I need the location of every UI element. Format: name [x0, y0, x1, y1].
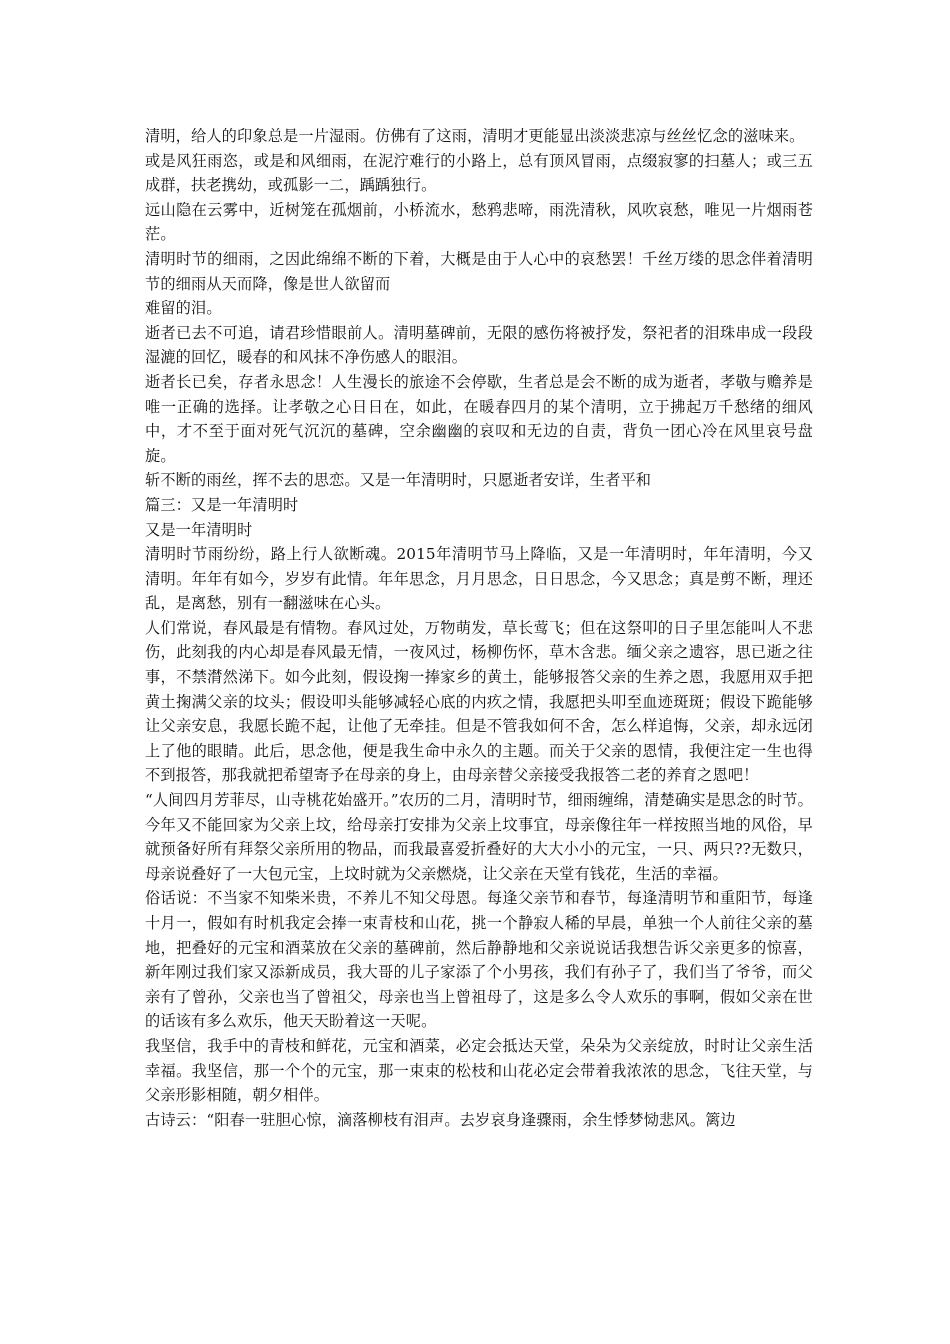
document-body — [145, 124, 813, 1132]
section-heading: 篇三：又是一年清明时 — [145, 495, 299, 514]
paragraph-1: 清明，给人的印象总是一片湿雨。仿佛有了这雨，清明才更能显出淡淡悲凉与丝丝忆念的滋味来。 — [145, 127, 805, 145]
paragraph-3: 远山隐在云雾中，近树笼在孤烟前，小桥流水，愁鸦悲啼，雨洗清秋，风吹哀愁，唯见一片烟雨苍茫。 — [145, 200, 813, 244]
paragraph-8: 斩不断的雨丝，挥不去的思恋。又是一年清明时，只愿逝者安详，生者平和 — [145, 471, 652, 490]
paragraph-16: 古诗云：“阳春一驻胆心惊，滴落柳枝有泪声。去岁哀身逢骤雨，余生悸梦恸悲风。篱边 — [145, 1110, 736, 1129]
paragraph-2: 或是风狂雨恣，或是和风细雨，在泥泞难行的小路上，总有顶风冒雨，点缀寂寥的扫墓人；或三五成群，扶老携幼，或孤影一二，踽踽独行。 — [145, 151, 813, 195]
paragraph-5: 难留的泪。 — [145, 299, 222, 318]
paragraph-6: 逝者已去不可追，请君珍惜眼前人。清明墓碑前，无限的感伤将被抒发，祭祀者的泪珠串成一段段湿漉的回忆，暖春的和风抹不净伤感人的眼泪。 — [145, 323, 813, 367]
paragraph-13: “人间四月芳菲尽，山寺桃花始盛开。”农历的二月，清明时节，细雨缠绵，清楚确实是思念的时节。今年又不能回家为父亲上坟，给母亲打安排为父亲上坟事宜，母亲像往年一样按照当地的风俗，早就预备好所有拜祭父亲所用的物品，而我最喜爱折叠好的大大小小的元宝，一只、两只??无数只，母亲说叠好了一大包元宝，上坟时就为父亲燃烧，让父亲在天堂有钱花，生活的幸福。 — [145, 791, 813, 883]
article-title: 又是一年清明时 — [145, 520, 253, 539]
paragraph-12: 人们常说，春风最是有情物。春风过处，万物萌发，草长莺飞；但在这祭叩的日子里怎能叫人不悲伤，此刻我的内心却是春风最无情，一夜风过，杨柳伤怀，草木含悲。缅父亲之遗容，思已逝之往事，不禁潸然涕下。如今此刻，假设掬一捧家乡的黄土，能够报答父亲的生养之恩，我愿用双手把黄土掬满父亲的坟头；假设叩头能够减轻心底的内疚之情，我愿把头叩至血迹斑斑；假设下跪能够让父亲安息，我愿长跪不起，让他了无牵挂。但是不管我如何不舍，怎么样追悔，父亲，却永远闭上了他的眼睛。此后，思念他，便是我生命中永久的主题。而关于父亲的恩情，我便注定一生也得不到报答，那我就把希望寄予在母亲的身上，由母亲替父亲接受我报答二老的养育之恩吧！ — [145, 618, 813, 785]
paragraph-14: 俗话说：不当家不知柴米贵，不养儿不知父母恩。每逢父亲节和春节，每逢清明节和重阳节，每逢十月一，假如有时机我定会捧一束青枝和山花，挑一个静寂人稀的早晨，单独一个人前往父亲的墓地，把叠好的元宝和酒菜放在父亲的墓碑前，然后静静地和父亲说说话我想告诉父亲更多的惊喜，新年刚过我们家又添新成员，我大哥的儿子家添了个小男孩，我们有孙子了，我们当了爷爷，而父亲有了曾孙，父亲也当了曾祖父，母亲也当上曾祖母了，这是多么令人欢乐的事啊，假如父亲在世的话该有多么欢乐，他天天盼着这一天呢。 — [145, 889, 813, 1031]
paragraph-4: 清明时节的细雨，之因此绵绵不断的下着，大概是由于人心中的哀愁罢！千丝万缕的思念伴着清明节的细雨从天而降，像是世人欲留而 — [145, 249, 813, 293]
paragraph-15: 我坚信，我手中的青枝和鲜花，元宝和酒菜，必定会抵达天堂，朵朵为父亲绽放，时时让父亲生活幸福。我坚信，那一个个的元宝，那一束束的松枝和山花必定会带着我浓浓的思念，飞往天堂，与父亲形影相随，朝夕相伴。 — [145, 1036, 813, 1105]
paragraph-7: 逝者长已矣，存者永思念！人生漫长的旅途不会停歇，生者总是会不断的成为逝者，孝敬与赡养是唯一正确的选择。让孝敬之心日日在，如此，在暖春四月的某个清明，立于拂起万千愁绪的细风中，才不至于面对死气沉沉的墓碑，空余幽幽的哀叹和无边的自责，背负一团心冷在风里哀号盘旋。 — [145, 372, 813, 465]
paragraph-11: 清明时节雨纷纷，路上行人欲断魂。2015年清明节马上降临，又是一年清明时，年年清明，今又清明。年年有如今，岁岁有此情。年年思念，月月思念，日日思念，今又思念；真是剪不断，理还乱，是离愁，别有一翻滋味在心头。 — [145, 545, 813, 613]
